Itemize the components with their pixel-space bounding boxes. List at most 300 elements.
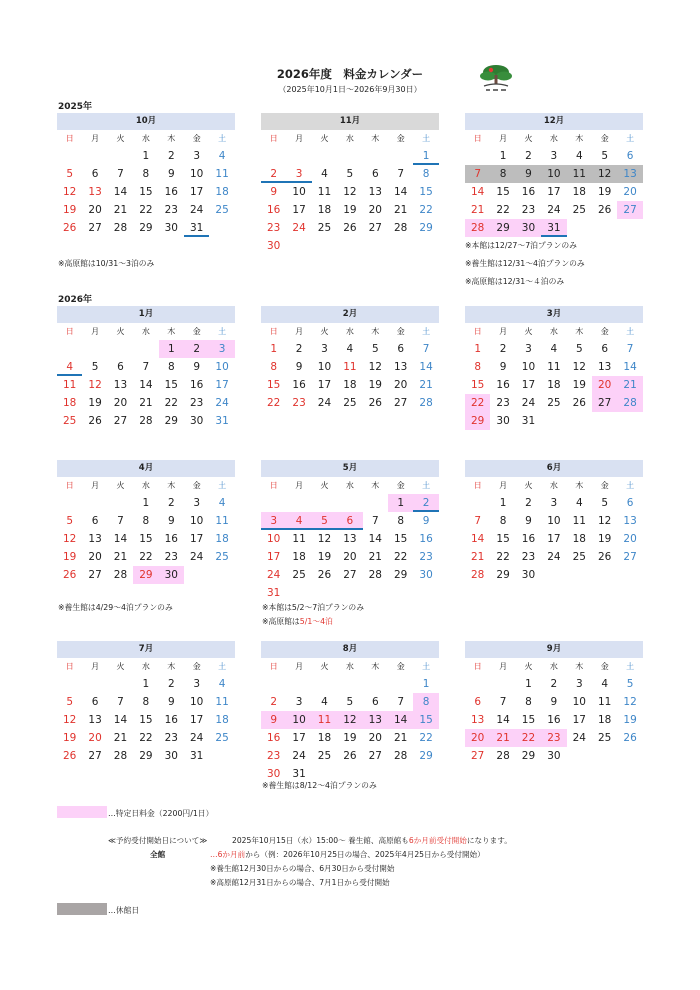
weekday-label: 木 xyxy=(167,481,176,490)
month-calendar xyxy=(57,306,235,427)
weekday-label: 金 xyxy=(600,327,609,336)
day-cell: 28 xyxy=(368,569,382,581)
day-cell: 23 xyxy=(164,732,178,744)
day-cell: 16 xyxy=(267,204,281,216)
day-cell: 24 xyxy=(215,397,229,409)
weekday-row xyxy=(261,323,439,340)
month-calendar xyxy=(261,460,439,599)
day-cell: 21 xyxy=(419,379,433,391)
weekday-label: 木 xyxy=(371,481,380,490)
day-cell: 30 xyxy=(190,415,204,427)
day-cell: 6 xyxy=(91,515,99,527)
day-cell: 9 xyxy=(499,361,507,373)
weekday-label: 月 xyxy=(295,662,304,671)
day-cell: 27 xyxy=(617,201,642,219)
day-cell: 29 xyxy=(419,750,433,762)
day-cell: 25 xyxy=(317,222,332,234)
day-cell: 12 xyxy=(337,711,362,729)
day-cell: 10 xyxy=(521,361,536,373)
day-cell: 1 xyxy=(499,497,507,509)
day-cell: 17 xyxy=(317,379,332,391)
day-cell: 22 xyxy=(164,397,178,409)
reservation-line-1: 2025年10月15日（水）15:00～ 養生館、高原館も6か月前受付開始になります。 xyxy=(232,836,512,845)
weekday-label: 木 xyxy=(575,134,584,143)
day-cell: 1 xyxy=(142,150,150,162)
weekday-row xyxy=(465,323,643,340)
day-cell: 31 xyxy=(190,750,204,762)
weekday-label: 木 xyxy=(167,134,176,143)
day-cell: 17 xyxy=(215,379,229,391)
day-cell: 17 xyxy=(572,714,586,726)
weekday-label: 月 xyxy=(499,134,508,143)
weekday-label: 月 xyxy=(91,662,100,671)
month-calendar xyxy=(57,641,235,762)
day-cell: 19 xyxy=(63,551,77,563)
day-cell: 30 xyxy=(547,750,561,762)
day-cell: 2 xyxy=(499,343,507,355)
day-cell: 12 xyxy=(572,361,586,373)
day-cell: 31 xyxy=(267,587,281,599)
day-cell: 6 xyxy=(337,512,362,530)
day-cell: 2 xyxy=(167,150,175,162)
day-cell: 19 xyxy=(343,204,357,216)
day-cell: 4 xyxy=(575,150,583,162)
weekday-label: 水 xyxy=(549,134,558,143)
day-cell: 19 xyxy=(317,551,332,563)
weekday-label: 金 xyxy=(192,134,201,143)
day-cell: 13 xyxy=(368,186,382,198)
day-cell: 24 xyxy=(547,551,561,563)
weekday-label: 木 xyxy=(371,134,380,143)
day-cell: 3 xyxy=(550,497,558,509)
day-cell: 11 xyxy=(292,533,306,545)
day-cell: 1 xyxy=(142,678,150,690)
day-cell: 5 xyxy=(91,361,99,373)
weekday-label: 木 xyxy=(575,662,584,671)
weekday-row xyxy=(465,477,643,494)
day-cell: 20 xyxy=(623,186,637,198)
weekday-label: 火 xyxy=(524,327,533,336)
weekday-label: 土 xyxy=(626,481,635,490)
day-cell: 7 xyxy=(142,361,150,373)
day-cell: 24 xyxy=(190,732,204,744)
day-cell: 17 xyxy=(267,551,281,563)
day-cell: 4 xyxy=(575,497,583,509)
day-cell: 11 xyxy=(215,168,229,180)
day-cell: 23 xyxy=(267,222,281,234)
weekday-label: 金 xyxy=(192,327,201,336)
day-cell: 22 xyxy=(516,729,541,747)
day-cell: 17 xyxy=(292,204,306,216)
day-cell: 23 xyxy=(164,204,178,216)
day-cell: 19 xyxy=(598,186,612,198)
day-cell: 27 xyxy=(623,551,637,563)
day-cell: 15 xyxy=(419,186,433,198)
weekday-label: 月 xyxy=(91,134,100,143)
weekday-label: 日 xyxy=(65,134,74,143)
day-cell: 23 xyxy=(267,750,281,762)
day-cell: 8 xyxy=(142,515,150,527)
day-cell: 14 xyxy=(139,379,153,391)
month-header: 7月 xyxy=(57,641,235,658)
page-subtitle: （2025年10月1日～2026年9月30日） xyxy=(278,85,422,94)
weekday-label: 日 xyxy=(473,481,482,490)
note-december-3: ※高原館は12/31～４泊のみ xyxy=(465,277,565,286)
day-cell: 28 xyxy=(394,222,408,234)
day-cell: 15 xyxy=(139,186,153,198)
day-cell: 24 xyxy=(267,569,281,581)
weekday-label: 木 xyxy=(371,662,380,671)
day-cell: 21 xyxy=(617,376,642,394)
day-cell: 23 xyxy=(521,551,536,563)
day-cell: 20 xyxy=(88,732,102,744)
weekday-label: 水 xyxy=(141,327,150,336)
day-cell: 3 xyxy=(261,512,286,530)
day-cell: 14 xyxy=(388,711,413,729)
day-cell: 4 xyxy=(218,150,226,162)
day-cell: 19 xyxy=(63,732,77,744)
day-cell: 14 xyxy=(471,533,485,545)
weekday-label: 水 xyxy=(345,134,354,143)
day-cell: 23 xyxy=(292,397,306,409)
day-cell: 18 xyxy=(317,732,332,744)
day-cell: 14 xyxy=(394,186,408,198)
day-cell: 3 xyxy=(575,678,583,690)
day-cell: 16 xyxy=(419,533,433,545)
day-cell: 21 xyxy=(394,732,408,744)
day-cell: 22 xyxy=(139,732,153,744)
day-cell: 19 xyxy=(368,379,382,391)
weekday-label: 土 xyxy=(218,327,227,336)
note-december-1: ※本館は12/27～7泊プランのみ xyxy=(465,241,577,250)
day-cell: 13 xyxy=(343,533,357,545)
note-december-2: ※養生館は12/31～4泊プランのみ xyxy=(465,259,585,268)
day-cell: 7 xyxy=(499,696,507,708)
day-cell: 1 xyxy=(499,150,507,162)
day-cell: 16 xyxy=(496,379,510,391)
day-cell: 14 xyxy=(623,361,637,373)
day-cell: 12 xyxy=(343,186,357,198)
month-header: 11月 xyxy=(261,113,439,130)
day-cell: 28 xyxy=(113,750,128,762)
weekday-label: 金 xyxy=(396,327,405,336)
day-cell: 28 xyxy=(471,569,485,581)
weekday-label: 日 xyxy=(269,134,278,143)
weekday-label: 金 xyxy=(396,481,405,490)
day-cell: 6 xyxy=(601,343,609,355)
day-cell: 10 xyxy=(190,168,204,180)
weekday-label: 木 xyxy=(167,662,176,671)
day-cell: 18 xyxy=(292,551,306,563)
day-cell: 15 xyxy=(471,379,485,391)
day-cell: 7 xyxy=(474,515,482,527)
day-cell: 3 xyxy=(295,696,303,708)
day-cell: 8 xyxy=(490,165,515,183)
day-cell: 4 xyxy=(321,168,328,180)
day-cell: 6 xyxy=(626,497,634,509)
note-october: ※高原館は10/31～3泊のみ xyxy=(58,259,155,268)
legend-pink-label: …特定日料金（2200円/1日） xyxy=(108,809,214,818)
day-cell: 27 xyxy=(592,394,617,412)
weekday-label: 木 xyxy=(575,327,584,336)
page-title: 2026年度 料金カレンダー xyxy=(276,67,424,81)
day-cell: 7 xyxy=(371,515,379,527)
day-cell: 18 xyxy=(572,533,586,545)
day-cell: 13 xyxy=(598,361,612,373)
day-cell: 8 xyxy=(474,361,482,373)
day-cell: 2 xyxy=(525,150,532,162)
day-cell: 1 xyxy=(525,678,532,690)
weekday-label: 土 xyxy=(218,662,227,671)
day-cell: 28 xyxy=(496,750,510,762)
day-cell: 16 xyxy=(164,186,178,198)
legend-gray-swatch xyxy=(57,903,107,915)
day-cell: 4 xyxy=(601,678,609,690)
day-cell: 16 xyxy=(521,533,536,545)
day-cell: 6 xyxy=(371,168,379,180)
day-cell: 28 xyxy=(113,222,128,234)
day-cell: 21 xyxy=(471,551,485,563)
day-cell: 18 xyxy=(343,379,357,391)
weekday-label: 金 xyxy=(396,134,405,143)
weekday-label: 日 xyxy=(269,327,278,336)
day-cell: 28 xyxy=(394,750,408,762)
day-cell: 20 xyxy=(368,732,382,744)
day-cell: 2 xyxy=(167,497,175,509)
day-cell: 25 xyxy=(572,204,586,216)
weekday-label: 水 xyxy=(345,327,354,336)
day-cell: 9 xyxy=(167,515,175,527)
day-cell: 8 xyxy=(142,696,150,708)
day-cell: 6 xyxy=(91,168,99,180)
month-header: 8月 xyxy=(261,641,439,658)
day-cell: 24 xyxy=(292,750,306,762)
weekday-label: 水 xyxy=(345,662,354,671)
day-cell: 18 xyxy=(572,186,586,198)
day-cell: 17 xyxy=(292,732,306,744)
day-cell: 27 xyxy=(471,750,485,762)
day-cell: 11 xyxy=(312,711,337,729)
day-cell: 29 xyxy=(490,219,515,237)
day-cell: 24 xyxy=(572,732,586,744)
month-calendar xyxy=(465,460,643,581)
day-cell: 21 xyxy=(113,732,128,744)
day-cell: 9 xyxy=(270,186,278,198)
day-cell: 7 xyxy=(397,696,405,708)
day-cell: 6 xyxy=(117,361,124,373)
legend-pink-swatch xyxy=(57,806,107,818)
day-cell: 17 xyxy=(190,186,204,198)
day-cell: 22 xyxy=(419,732,433,744)
day-cell: 12 xyxy=(592,165,617,183)
day-cell: 11 xyxy=(215,515,229,527)
day-cell: 18 xyxy=(317,204,332,216)
day-cell: 9 xyxy=(295,361,303,373)
day-cell: 3 xyxy=(550,150,558,162)
day-cell: 13 xyxy=(88,714,102,726)
reservation-line-2: …6か月前から（例：2026年10月25日の場合、2025年4月25日から受付開始） xyxy=(210,850,485,859)
day-cell: 16 xyxy=(190,379,204,391)
day-cell: 22 xyxy=(496,551,510,563)
day-cell: 26 xyxy=(63,222,77,234)
day-cell: 26 xyxy=(63,750,77,762)
month-calendar xyxy=(465,641,643,762)
day-cell: 8 xyxy=(142,168,150,180)
weekday-label: 土 xyxy=(422,662,431,671)
day-cell: 29 xyxy=(139,222,153,234)
weekday-label: 日 xyxy=(473,134,482,143)
day-cell: 22 xyxy=(465,394,490,412)
day-cell: 12 xyxy=(63,714,77,726)
day-cell: 7 xyxy=(626,343,634,355)
day-cell: 19 xyxy=(598,533,612,545)
day-cell: 28 xyxy=(465,219,490,237)
day-cell: 5 xyxy=(66,515,74,527)
day-cell: 27 xyxy=(368,750,382,762)
weekday-label: 日 xyxy=(65,327,74,336)
day-cell: 16 xyxy=(292,379,306,391)
day-cell: 19 xyxy=(63,204,77,216)
day-cell: 23 xyxy=(164,551,178,563)
weekday-label: 日 xyxy=(473,662,482,671)
day-cell: 13 xyxy=(617,165,642,183)
weekday-row xyxy=(57,323,235,340)
day-cell: 10 xyxy=(292,186,306,198)
day-cell: 6 xyxy=(626,150,634,162)
day-cell: 17 xyxy=(521,379,536,391)
month-calendar xyxy=(261,113,439,252)
day-cell: 25 xyxy=(292,569,306,581)
day-cell: 19 xyxy=(343,732,357,744)
day-cell: 9 xyxy=(261,711,286,729)
day-cell: 8 xyxy=(167,361,175,373)
month-header: 6月 xyxy=(465,460,643,477)
day-cell: 8 xyxy=(270,361,278,373)
day-cell: 30 xyxy=(164,222,178,234)
legend-gray-label: …休館日 xyxy=(108,906,140,915)
day-cell: 21 xyxy=(471,204,485,216)
day-cell: 13 xyxy=(623,515,637,527)
day-cell: 9 xyxy=(550,696,558,708)
year-label-2025: 2025年 xyxy=(58,102,93,112)
day-cell: 7 xyxy=(117,168,124,180)
day-cell: 16 xyxy=(521,186,536,198)
day-cell: 25 xyxy=(598,732,612,744)
day-cell: 5 xyxy=(66,696,74,708)
day-cell: 31 xyxy=(215,415,229,427)
weekday-label: 火 xyxy=(524,481,533,490)
day-cell: 4 xyxy=(218,678,226,690)
day-cell: 27 xyxy=(88,569,102,581)
weekday-label: 木 xyxy=(167,327,176,336)
weekday-label: 水 xyxy=(141,481,150,490)
day-cell: 22 xyxy=(139,551,153,563)
weekday-label: 火 xyxy=(320,662,329,671)
weekday-label: 火 xyxy=(524,662,533,671)
day-cell: 21 xyxy=(368,551,382,563)
day-cell: 17 xyxy=(547,533,561,545)
weekday-row xyxy=(465,130,643,147)
day-cell: 15 xyxy=(139,533,153,545)
day-cell: 1 xyxy=(413,147,438,165)
day-cell: 22 xyxy=(139,204,153,216)
day-cell: 31 xyxy=(184,219,209,237)
day-cell: 13 xyxy=(471,714,485,726)
day-cell: 5 xyxy=(312,512,337,530)
day-cell: 9 xyxy=(516,165,541,183)
weekday-label: 月 xyxy=(499,327,508,336)
day-cell: 16 xyxy=(164,533,178,545)
day-cell: 11 xyxy=(317,186,332,198)
day-cell: 13 xyxy=(394,361,408,373)
day-cell: 26 xyxy=(572,397,586,409)
month-calendar xyxy=(57,460,235,581)
day-cell: 9 xyxy=(422,515,430,527)
day-cell: 1 xyxy=(270,343,278,355)
day-cell: 14 xyxy=(471,186,485,198)
weekday-row xyxy=(261,477,439,494)
day-cell: 11 xyxy=(598,696,612,708)
note-august: ※養生館は8/12～4泊プランのみ xyxy=(262,781,377,790)
day-cell: 26 xyxy=(368,397,382,409)
day-cell: 25 xyxy=(343,397,357,409)
day-cell: 17 xyxy=(547,186,561,198)
day-cell: 11 xyxy=(567,165,592,183)
weekday-label: 火 xyxy=(320,134,329,143)
day-cell: 8 xyxy=(397,515,405,527)
day-cell: 10 xyxy=(267,533,281,545)
month-header: 4月 xyxy=(57,460,235,477)
day-cell: 24 xyxy=(521,397,536,409)
month-header: 9月 xyxy=(465,641,643,658)
day-cell: 28 xyxy=(113,569,128,581)
day-cell: 21 xyxy=(113,204,128,216)
day-cell: 22 xyxy=(496,204,510,216)
day-cell: 30 xyxy=(159,566,184,584)
weekday-label: 水 xyxy=(549,327,558,336)
day-cell: 10 xyxy=(286,711,311,729)
day-cell: 22 xyxy=(394,551,408,563)
day-cell: 31 xyxy=(521,415,536,427)
month-header: 1月 xyxy=(57,306,235,323)
day-cell: 25 xyxy=(215,551,229,563)
weekday-row xyxy=(465,658,643,675)
weekday-label: 日 xyxy=(65,481,74,490)
day-cell: 24 xyxy=(547,204,561,216)
day-cell: 15 xyxy=(267,379,281,391)
day-cell: 27 xyxy=(113,415,128,427)
day-cell: 2 xyxy=(261,165,286,183)
weekday-label: 水 xyxy=(345,481,354,490)
day-cell: 1 xyxy=(422,678,430,690)
day-cell: 20 xyxy=(592,376,617,394)
day-cell: 27 xyxy=(368,222,382,234)
day-cell: 20 xyxy=(623,533,637,545)
day-cell: 20 xyxy=(394,379,408,391)
day-cell: 15 xyxy=(521,714,536,726)
day-cell: 29 xyxy=(496,569,510,581)
day-cell: 11 xyxy=(215,696,229,708)
day-cell: 10 xyxy=(190,515,204,527)
weekday-label: 火 xyxy=(116,134,125,143)
day-cell: 4 xyxy=(286,512,311,530)
day-cell: 26 xyxy=(343,222,357,234)
day-cell: 25 xyxy=(215,732,229,744)
weekday-label: 金 xyxy=(192,481,201,490)
day-cell: 19 xyxy=(572,379,586,391)
day-cell: 12 xyxy=(317,533,332,545)
day-cell: 14 xyxy=(368,533,382,545)
